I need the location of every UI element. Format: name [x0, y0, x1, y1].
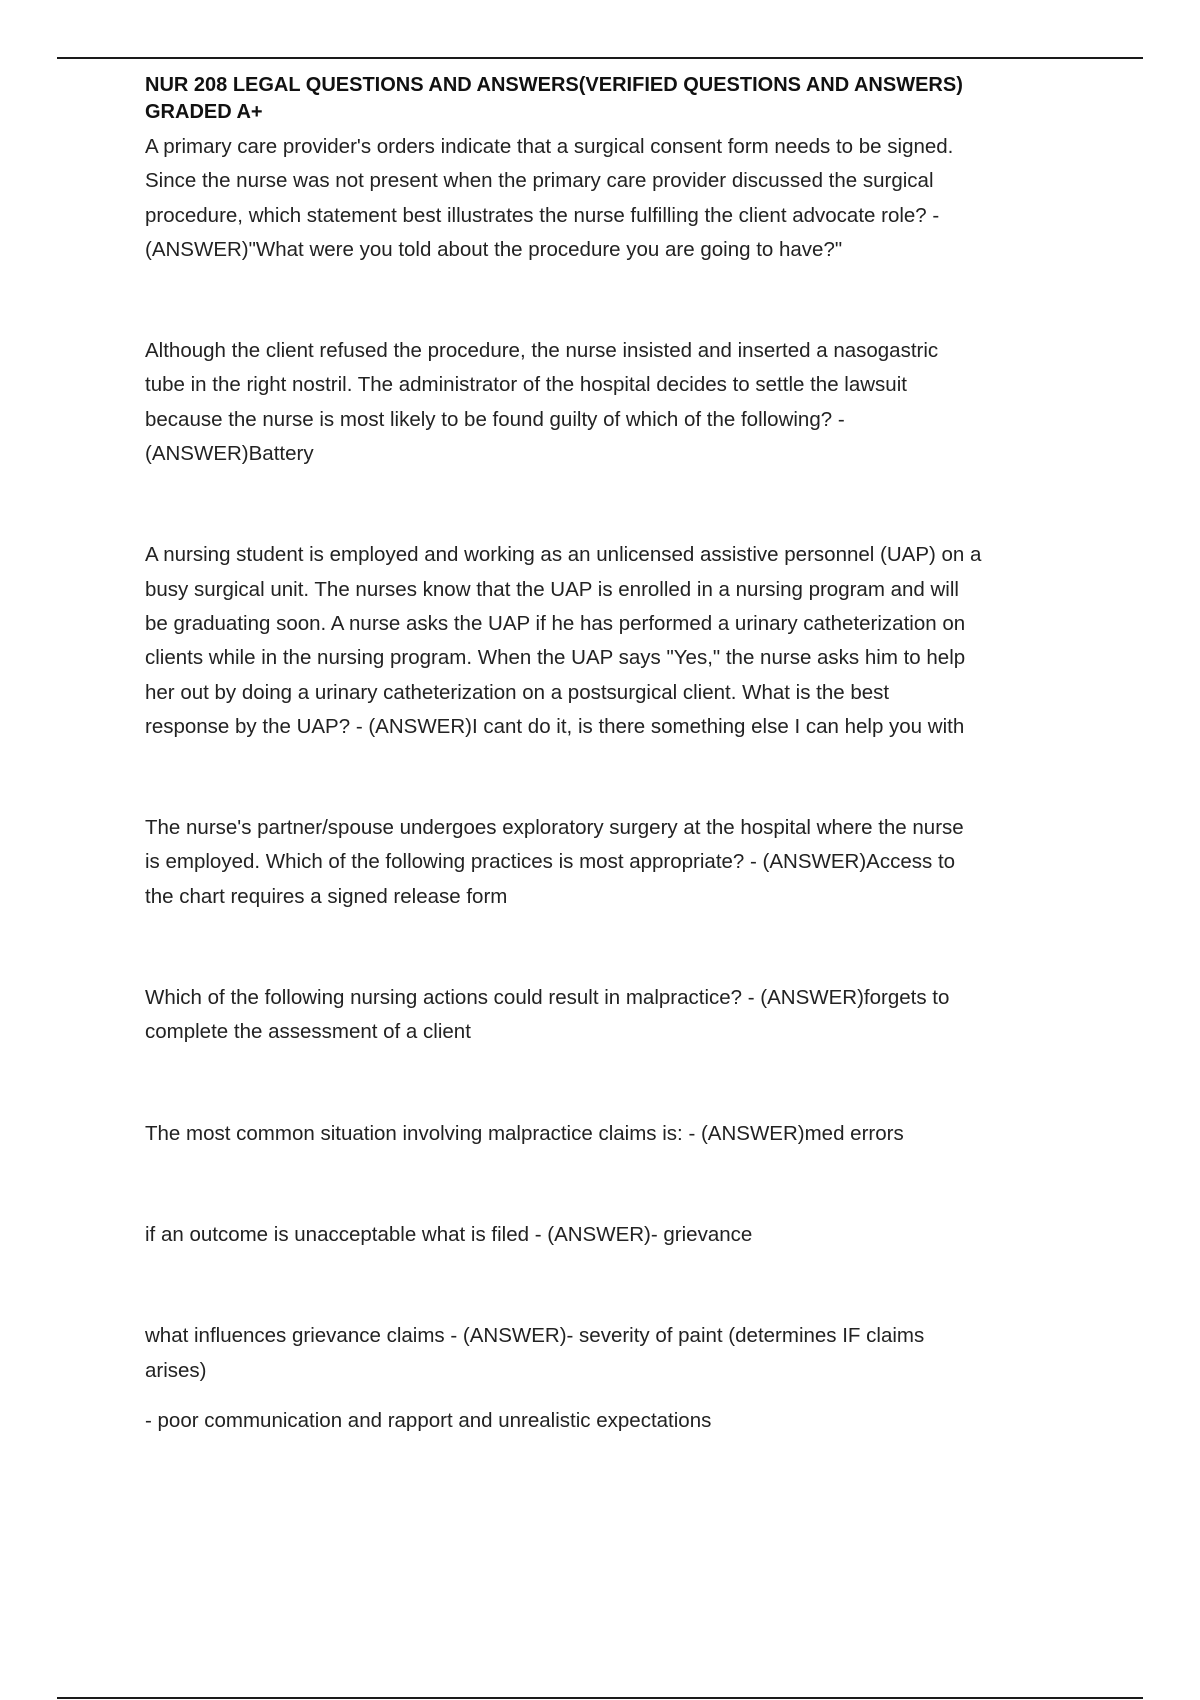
qa-entry-4: [145, 811, 1095, 914]
qa-line: arises): [145, 1358, 207, 1382]
title-line-1: NUR 208 LEGAL QUESTIONS AND ANSWERS(VERIFIED QUESTIONS AND ANSWERS): [145, 74, 963, 96]
qa-line: her out by doing a urinary catheterization on a postsurgical client. What is the best: [145, 680, 890, 704]
qa-line: busy surgical unit. The nurses know that the UAP is enrolled in a nursing program and will: [145, 577, 959, 601]
qa-line: Although the client refused the procedure, the nurse insisted and inserted a nasogastric: [145, 339, 939, 363]
qa-line: Since the nurse was not present when the primary care provider discussed the surgical: [145, 169, 934, 193]
qa-line: complete the assessment of a client: [145, 1020, 471, 1044]
qa-line: procedure, which statement best illustrates the nurse fulfilling the client advocate role? -: [145, 203, 940, 227]
qa-entry-1: [145, 130, 1095, 267]
qa-entry-8: [145, 1319, 1095, 1388]
qa-entry-6: [145, 1117, 1095, 1151]
title-line-2: GRADED A+: [145, 101, 263, 123]
document-body: [145, 72, 1095, 1438]
qa-entry-8-continuation: - poor communication and rapport and unrealistic expectations: [145, 1408, 712, 1432]
qa-line: be graduating soon. A nurse asks the UAP if he has performed a urinary catheterization on: [145, 611, 966, 635]
qa-line: A nursing student is employed and working as an unlicensed assistive personnel (UAP) on a: [145, 543, 982, 567]
qa-line: what influences grievance claims - (ANSWER)- severity of paint (determines IF claims: [145, 1324, 925, 1348]
qa-line: clients while in the nursing program. When the UAP says "Yes," the nurse asks him to help: [145, 646, 966, 670]
top-rule: [57, 57, 1143, 59]
qa-line: is employed. Which of the following practices is most appropriate? - (ANSWER)Access to: [145, 850, 956, 874]
qa-line: (ANSWER)Battery: [145, 442, 314, 466]
qa-line: response by the UAP? - (ANSWER)I cant do it, is there something else I can help you with: [145, 714, 965, 738]
qa-line: if an outcome is unacceptable what is filed - (ANSWER)- grievance: [145, 1222, 753, 1246]
document-title: [145, 72, 1095, 126]
qa-line: because the nurse is most likely to be found guilty of which of the following? -: [145, 407, 845, 431]
qa-line: The most common situation involving malpractice claims is: - (ANSWER)med errors: [145, 1121, 904, 1145]
qa-line: A primary care provider's orders indicate that a surgical consent form needs to be signed.: [145, 135, 954, 158]
qa-line: (ANSWER)"What were you told about the procedure you are going to have?": [145, 237, 843, 261]
qa-line: tube in the right nostril. The administrator of the hospital decides to settle the lawsuit: [145, 373, 907, 397]
qa-line: Which of the following nursing actions could result in malpractice? - (ANSWER)forgets to: [145, 986, 950, 1010]
qa-line: The nurse's partner/spouse undergoes exploratory surgery at the hospital where the nurse: [145, 816, 964, 840]
qa-entry-7: [145, 1218, 1095, 1252]
qa-entry-3: [145, 538, 1095, 744]
qa-line: the chart requires a signed release form: [145, 884, 508, 908]
bottom-rule: [57, 1697, 1143, 1699]
qa-entry-2: [145, 334, 1095, 471]
qa-entry-5: [145, 981, 1095, 1050]
